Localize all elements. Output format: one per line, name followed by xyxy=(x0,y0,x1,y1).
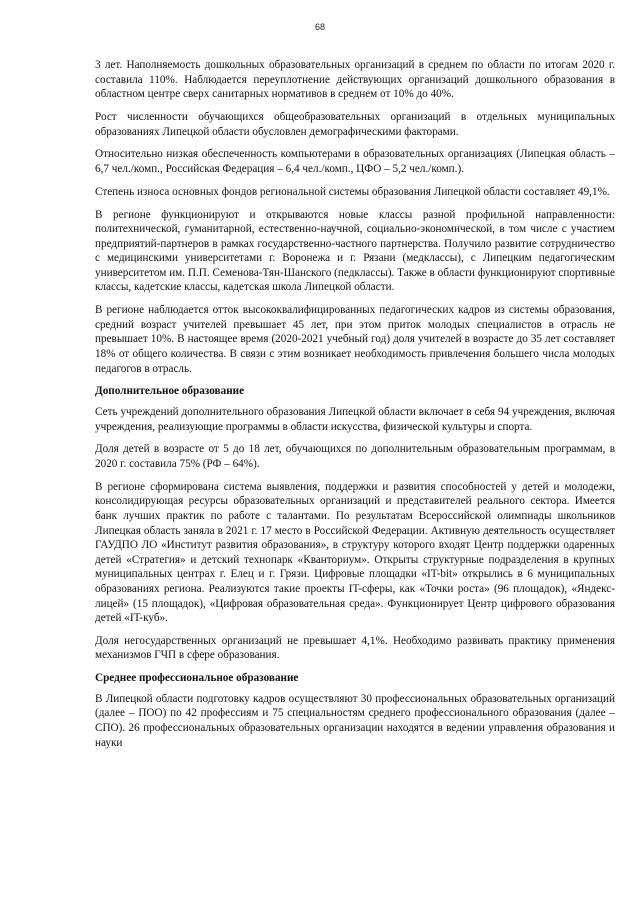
paragraph-preschool-occupancy: 3 лет. Наполняемость дошкольных образовательных организаций в среднем по области по итогам 2020 г. составила 110%. Наблюдается переуплотнение действующих организаций дошкольного образования в областном центре сверх санитарных нормативов в среднем от 10% до 40%. xyxy=(95,59,615,101)
paragraph-vocational-organizations: В Липецкой области подготовку кадров осуществляют 30 профессиональных образовательных организаций (далее – ПОО) по 42 профессиям и 75 специальностям среднего профессионального образования (далее – СПО). 26 профессиональных образовательных организации находятся в ведении управления образования и науки xyxy=(95,692,615,749)
paragraph-computer-provision: Относительно низкая обеспеченность компьютерами в образовательных организациях (Липецкая область – 6,7 чел./комп., Российская Федерация – 6,4 чел./комп., ЦФО – 5,2 чел./комп.). xyxy=(95,148,615,175)
paragraph-institutions-network: Сеть учреждений дополнительного образования Липецкой области включает в себя 94 учреждения, включая учреждения, реализующие программы в области искусства, физической культуры и спорта. xyxy=(95,406,615,433)
page-number: 68 xyxy=(314,22,325,32)
paragraph-asset-wear: Степень износа основных фондов региональной системы образования Липецкой области составляет 49,1%. xyxy=(95,185,610,198)
paragraph-non-state-share: Доля негосударственных организаций не превышает 4,1%. Необходимо развивать практику применения механизмов ГЧП в сфере образования. xyxy=(95,634,615,662)
paragraph-children-share: Доля детей в возрасте от 5 до 18 лет, обучающихся по дополнительным образовательным программам, в 2020 г. составила 75% (РФ – 64%). xyxy=(95,443,615,470)
paragraph-profile-classes: В регионе функционируют и открываются новые классы разной профильной направленности: политехнической, гуманитарной, естественно-научной, социально-экономической, в том числе с участием предприятий-партнеров в рамках государственно-частного партнерства. Получило развитие сотрудничество с медицинскими университетами г. Воронежа и г. Рязани (медклассы), с Липецким педагогическим университетом им. П.П. Семенова-Тян-Шанского (педклассы). Также в области функционируют спортивные классы, кадетские классы, кадетская школа Липецкой области. xyxy=(95,208,615,294)
section-heading-vocational-education: Среднее профессиональное образование xyxy=(95,672,299,685)
paragraph-student-growth: Рост численности обучающихся общеобразовательных организаций в отдельных муниципальных образованиях Липецкой области обусловлен демографическими факторами. xyxy=(95,110,615,138)
paragraph-talent-system: В регионе сформирована система выявления, поддержки и развития способностей у детей и молодежи, консолидирующая ресурсы образовательных организаций и представителей реального сектора. Имеется банк лучших практик по работе с талантами. По результатам Всероссийской олимпиады школьников Липецкая область заняла в 2021 г. 17 место в Российской Федерации. Активную деятельность осуществляет ГАУДПО ЛО «Институт развития образования», в структуру которого входят Центр поддержки одаренных детей «Стратегия» и детский технопарк «Кванториум». Открыты структурные подразделения в крупных муниципальных центрах г. Елец и г. Грязи. Цифровые площадки «IT-bit» открылись в 6 муниципальных образованиях региона. Реализуются такие проекты IT-сферы, как «Точки роста» (96 площадок), «Яндекс-лицей» (15 площадок), «Цифровая образовательная среда». Функционирует Центр цифрового образования детей «IT-куб». xyxy=(95,480,615,625)
section-heading-additional-education: Дополнительное образование xyxy=(95,385,245,398)
page-body xyxy=(95,58,615,758)
paragraph-teacher-outflow: В регионе наблюдается отток высококвалифицированных педагогических кадров из системы образования, средний возраст учителей превышает 45 лет, при этом приток молодых специалистов в отрасль не превышает 10%. В настоящее время (2020-2021 учебный год) доля учителей в возрасте до 35 лет составляет 18% от общего количества. В связи с этим возникает необходимость привлечения большего числа молодых педагогов в отрасль. xyxy=(95,304,615,375)
